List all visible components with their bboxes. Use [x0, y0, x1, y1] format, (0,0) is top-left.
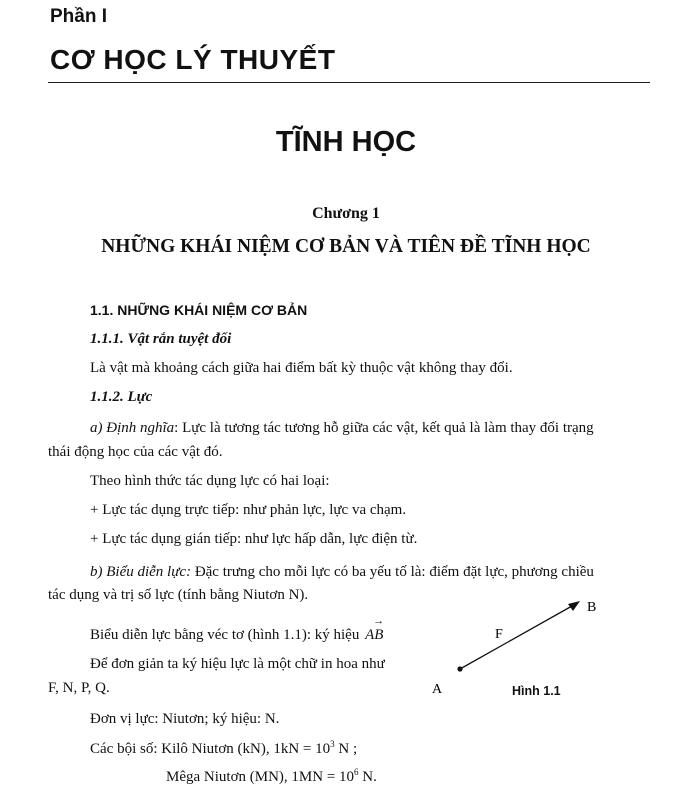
paragraph-represent-line-1	[90, 564, 594, 581]
mega-exp: 6	[354, 767, 359, 777]
header-rule	[48, 82, 650, 83]
application-point	[457, 666, 462, 671]
force-vector-line	[460, 606, 572, 669]
list-item-indirect: + Lực tác dụng gián tiếp: như lực hấp dẫn, lực điện từ.	[90, 531, 418, 547]
paragraph-represent-line-2: tác dụng và trị số lực (tính bằng Niutơn N).	[48, 587, 309, 603]
definition-lead: a) Định nghĩa	[90, 420, 175, 436]
paragraph-types-intro: Theo hình thức tác dụng lực có hai loại:	[90, 473, 330, 489]
paragraph-simple-line-2: F, N, P, Q.	[48, 680, 110, 696]
heading-1-1: 1.1. NHỮNG KHÁI NIỆM CƠ BẢN	[90, 302, 308, 318]
paragraph-simple-line-1: Để đơn giản ta ký hiệu lực là một chữ in hoa như	[90, 656, 385, 672]
paragraph-definition-line-1	[90, 420, 594, 437]
paragraph-rigid-body: Là vật mà khoảng cách giữa hai điểm bất kỳ thuộc vật không thay đổi.	[90, 360, 513, 376]
part-label: Phần I	[50, 6, 108, 27]
list-item-direct: + Lực tác dụng trực tiếp: như phản lực, lực va chạm.	[90, 502, 407, 518]
vector-text: Biểu diễn lực bằng véc tơ (hình 1.1): ký hiệu	[90, 627, 360, 643]
represent-lead: b) Biểu diễn lực:	[90, 564, 192, 580]
multiples-text: Các bội số: Kilô Niutơn (kN), 1kN = 10	[90, 741, 331, 757]
paragraph-mega	[166, 767, 377, 786]
heading-1-1-2: 1.1.2. Lực	[90, 389, 153, 405]
part-title: CƠ HỌC LÝ THUYẾT	[50, 44, 336, 75]
label-a: A	[432, 682, 443, 697]
arrowhead-icon	[568, 601, 580, 611]
paragraph-vector	[90, 627, 383, 644]
paragraph-unit: Đơn vị lực: Niutơn; ký hiệu: N.	[90, 711, 280, 727]
label-b: B	[587, 600, 597, 615]
mega-tail: N.	[358, 769, 377, 785]
label-f: F	[495, 627, 503, 642]
chapter-title: NHỮNG KHÁI NIỆM CƠ BẢN VÀ TIÊN ĐỀ TĨNH HỌC	[101, 236, 591, 257]
represent-text-1: Đặc trưng cho mỗi lực có ba yếu tố là: điểm đặt lực, phương chiều	[191, 564, 594, 580]
paragraph-multiples	[90, 739, 357, 758]
vector-symbol: → AB	[365, 627, 383, 644]
figure-caption: Hình 1.1	[512, 684, 561, 698]
chapter-label: Chương 1	[312, 205, 380, 222]
section-title: TĨNH HỌC	[275, 126, 417, 158]
paragraph-definition-line-2: thái động học của các vật đó.	[48, 444, 223, 460]
definition-text-1: : Lực là tương tác tương hỗ giữa các vật, kết quả là làm thay đổi trạng	[174, 420, 594, 436]
multiples-tail: N ;	[334, 741, 358, 757]
heading-1-1-1: 1.1.1. Vật rắn tuyệt đối	[90, 331, 232, 347]
mega-text: Mêga Niutơn (MN), 1MN = 10	[166, 769, 355, 785]
multiples-exp: 3	[330, 739, 335, 749]
